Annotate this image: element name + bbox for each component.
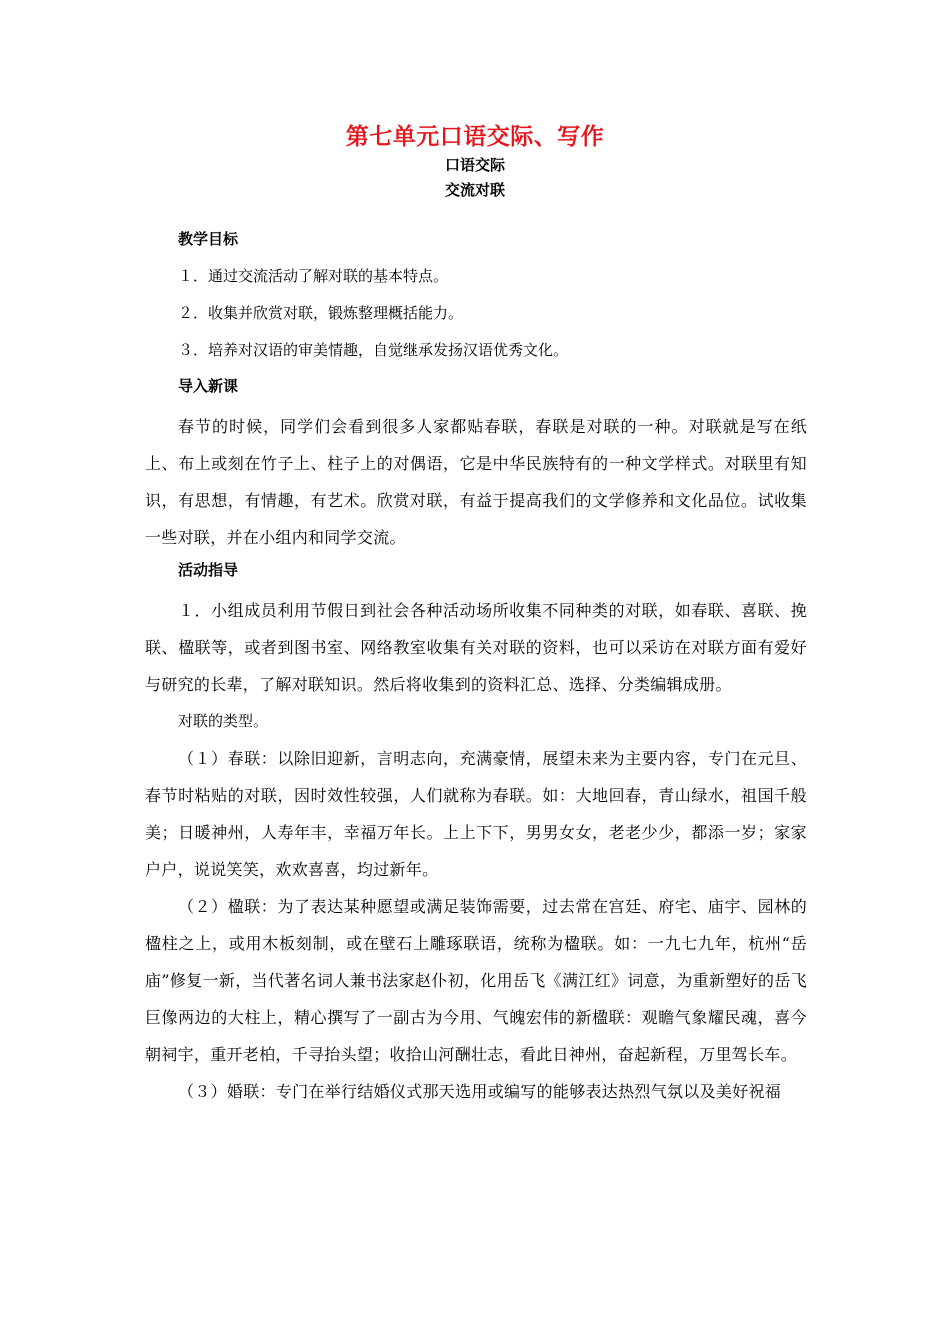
goal-item-1: １．通过交流活动了解对联的基本特点。 xyxy=(178,267,449,285)
intro-paragraph: 春节的时候，同学们会看到很多人家都贴春联，春联是对联的一种。对联就是写在纸上、布上或刻在竹子上、柱子上的对偶语，它是中华民族特有的一种文学样式。对联里有知识，有思想，有情趣，有艺术。欣赏对联，有益于提高我们的文学修养和文化品位。试收集一些对联，并在小组内和同学交流。 xyxy=(145,417,807,547)
type-wedding-couplet: （３）婚联：专门在举行结婚仪式那天选用或编写的能够表达热烈气氛以及美好祝福 xyxy=(178,1082,782,1101)
document-body xyxy=(145,225,807,1110)
goal-item-2: ２．收集并欣赏对联，锻炼整理概括能力。 xyxy=(178,304,464,322)
section-subtitle: 口语交际 xyxy=(444,156,505,174)
type-spring-couplet: （１）春联：以除旧迎新，言明志向，充满豪情，展望未来为主要内容，专门在元旦、春节时粘贴的对联，因时效性较强，人们就称为春联。如：大地回春，青山绿水，祖国千般美；日暖神州，人寿年丰，幸福万年长。上上下下，男男女女，老老少少，都添一岁；家家户户，说说笑笑，欢欢喜喜，均过新年。 xyxy=(145,749,807,879)
document-title: 第七单元口语交际、写作 xyxy=(345,124,605,150)
guide-heading: 活动指导 xyxy=(178,561,239,579)
type-pillar-couplet: （２）楹联：为了表达某种愿望或满足装饰需要，过去常在宫廷、府宅、庙宇、园林的楹柱之上，或用木板刻制，或在壁石上雕琢联语，统称为楹联。如：一九七九年，杭州“岳庙”修复一新，当代著名词人兼书法家赵仆初，化用岳飞《满江红》词意，为重新塑好的岳飞巨像两边的大柱上，精心撰写了一副古为今用、气魄宏伟的新楹联：观瞻气象耀民魂，喜今朝祠宇，重开老柏，千寻抬头望；收拾山河酬壮志，看此日神州，奋起新程，万里驾长车。 xyxy=(145,897,807,1064)
topic-subtitle: 交流对联 xyxy=(444,181,505,199)
goal-item-3: ３．培养对汉语的审美情趣，自觉继承发扬汉语优秀文化。 xyxy=(178,341,569,359)
types-label: 对联的类型。 xyxy=(178,712,269,730)
guide-paragraph-1: １．小组成员利用节假日到社会各种活动场所收集不同种类的对联，如春联、喜联、挽联、楹联等，或者到图书室、网络教室收集有关对联的资料，也可以采访在对联方面有爱好与研究的长辈，了解对联知识。然后将收集到的资料汇总、选择、分类编辑成册。 xyxy=(145,601,807,694)
intro-heading: 导入新课 xyxy=(178,377,239,395)
goals-heading: 教学目标 xyxy=(178,230,239,248)
